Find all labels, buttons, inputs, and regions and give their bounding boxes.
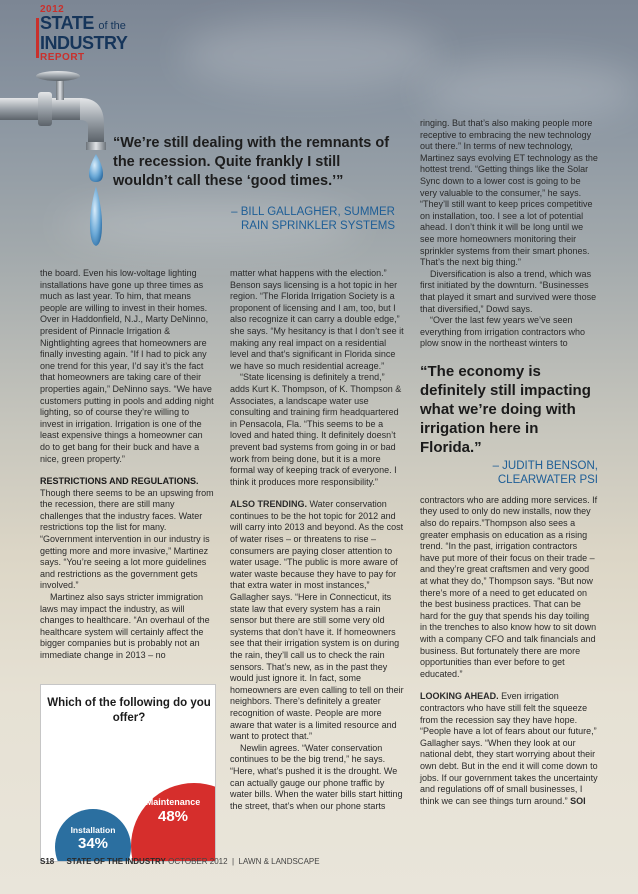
pull-quote-attribution-company: RAIN SPRINKLER SYSTEMS	[240, 220, 395, 232]
page-footer: S18 STATE OF THE INDUSTRY OCTOBER 2012 | LAWN & LANDSCAPE	[40, 857, 320, 866]
paragraph: Diversification is also a trend, which was first initiated by the downturn. “Businesses that played it smart and survived were those that diversified,” Dowd says.	[420, 268, 597, 314]
article-column-2	[230, 268, 406, 812]
footer-issue: OCTOBER 2012	[168, 857, 228, 866]
paragraph: contractors who are adding more services. If they used to only do new installs, now they also do repairs.”Thompson also sees a greater emphasis on education as a rising trend. “In the past, irrigation contractors have put more of their focus on their trade – and they’re great craftsmen and very good at what they do,” Thompson says. “But now there’s more of a need to get educated on the best business practices. That can be hard for the guy that spends his day toiling in the trenches to also know how to sit down with a company CFO and talk financials and business. But fortunately there are more opportunities than ever before to get educated.”	[420, 494, 598, 679]
faucet-handle	[36, 71, 80, 81]
sky-cloud	[420, 60, 638, 120]
paragraph: Though there seems to be an upswing from the recession, there are still many challenges that the industry faces. Water restrictions top the list for many. “Government intervention in our industry is getting more and more invasive,” Martinez says. “You’re seeing a lot more guidelines and restrictions as the government gets involved.”	[40, 487, 214, 591]
footer-magazine: LAWN & LANDSCAPE	[238, 857, 320, 866]
poll-box	[40, 684, 216, 862]
masthead-title-line1	[40, 15, 160, 35]
faucet-coupling	[38, 92, 52, 126]
maintenance-value: 48%	[157, 808, 189, 825]
paragraph-also-trending	[230, 499, 406, 742]
pull-quote-benson-attribution	[420, 459, 598, 487]
paragraph: Newlin agrees. “Water conservation continues to be the big trend,” he says. “Here, what’s pushed it is the drought. We can actually gauge our phone traffic by water bills. When the water bills start hitting the street, that’s when our phone starts	[230, 742, 403, 811]
installation-value: 34%	[77, 835, 109, 852]
faucet-stem	[56, 78, 64, 100]
masthead-state: STATE	[40, 13, 94, 33]
sky-cloud	[180, 20, 440, 90]
masthead	[40, 4, 160, 63]
section-heading-restrictions: RESTRICTIONS AND REGULATIONS.	[40, 476, 199, 487]
paragraph-looking-ahead	[420, 691, 598, 807]
paragraph: matter what happens with the election.” Benson says licensing is a hot topic in her region. “The Florida Irrigation Society is a proponent of licensing and I am, too, but I also recognize it can carry a double edge,” she says. “My hesitancy is that I don’t see it making any real impact on a residential level and that’s significant in Florida since we have so much residential acreage.”	[230, 268, 404, 371]
paragraph: “State licensing is definitely a trend,” adds Kurt K. Thompson, of K. Thompson & Associates, a landscape water use consulting and training firm headquartered in Pensacola, Fla. “This seems to be a loved and hated thing. It definitely doesn’t prevent bad systems from going in or bad work from being done, but it is a more formal way of keeping track of everyone. I think it produces more responsibility.”	[230, 372, 402, 487]
section-heading-looking-ahead: LOOKING AHEAD.	[420, 691, 499, 702]
masthead-industry: INDUSTRY	[40, 33, 128, 53]
paragraph: “Over the last few years we’ve seen everything from irrigation contractors who plow snow in the northeast winters to	[420, 315, 586, 349]
paragraph-text: Even irrigation contractors who have still felt the squeeze from the recession say they have hope. “People have a lot of fears about our future,” Gallagher says. “When they look at our national debt, they start worrying about their own debt. But in the end it will come down to jobs. If our government takes the uncertainty and regulations off of small businesses, I think we can see things turn around.”	[420, 691, 598, 806]
masthead-subtitle: REPORT	[40, 52, 85, 63]
maintenance-label: Maintenance	[145, 797, 201, 807]
paragraph: the board. Even his low-voltage lighting installations have gone up three times as much as last year. To him, that means people are willing to invest in their homes. Over in Haddonfield, N.J., Marty DeNinno, president of Pinnacle Irrigation & Nightlighting agrees that homeowners are finally investing again. “If I had to pick any one trend for this year, I’d say it’s the fact that homeowners are taking care of their properties again,” DeNinno says. “We have customers putting in pools and adding night lighting, so of course they’re willing to invest in irrigation. Irrigation is one of the least expensive things a homeowner can do to get bang for their buck and have a nice, green property.”	[40, 268, 214, 464]
paragraph: Martinez also says stricter immigration laws may impact the industry, as will changes to healthcare. “An overhaul of the healthcare system will certainly affect the bigger companies but is probably not an immediate change in 2013 – no	[40, 592, 210, 660]
paragraph: ringing. But that’s also making people more receptive to embracing the new technology out there.” In terms of new technology, Martinez says evolving ET technology as the hottest trend. “Getting things like the Solar Sync down to a lower cost is going to be very valuable to the consumer,” he says. “They’ll still want to keep prices competitive on installation, too. I see a lot of potential ahead. I don’t think it will be long until we see more homeowners monitoring their sprinkler systems from their smart phones. That’s the next big thing.”	[420, 118, 598, 268]
masthead-year: 2012	[40, 4, 65, 15]
faucet-body	[52, 98, 82, 120]
end-mark: SOI	[570, 795, 586, 806]
paragraph-text: Water conservation continues to be the hot topic for 2012 and will carry into 2013 and beyond. As the cost of water rises – or threatens to rise – consumers are paying closer attention to water usage. “The public is more aware of water waste because they have to pay for that extra water in most instances,” Gallagher says. “Here in Connecticut, its state law that every system has a rain sensor but there are still some very old systems that don’t have it. If homeowners see that their irrigation system is on during the rain, they’ll call us to check the rain sensors. That’s new, as in the past they would just ignore it. In fact, some homeowners are even calling to tell on their neighbors. There’s definitely a greater recognition of waste. People are more aware that water is a limited resource and want to protect that.”	[230, 499, 404, 742]
footer-section: STATE OF THE INDUSTRY	[66, 857, 166, 866]
article-column-1	[40, 268, 215, 662]
poll-question: Which of the following do you offer?	[47, 697, 211, 724]
pull-quote-attribution	[205, 205, 395, 233]
pull-quote-attribution-name: – BILL GALLAGHER, SUMMER	[231, 206, 395, 218]
installation-label: Installation	[70, 825, 116, 835]
faucet-nozzle	[86, 142, 106, 150]
faucet-spout	[80, 98, 104, 142]
pull-quote-benson-name: – JUDITH BENSON,	[492, 459, 598, 472]
section-heading-also-trending: ALSO TRENDING.	[230, 499, 308, 510]
masthead-of-the: of the	[98, 20, 126, 32]
pull-quote-benson: “The economy is definitely still impacting what we’re doing with irrigation here in Florida.”	[420, 362, 591, 456]
page-number: S18	[40, 857, 55, 866]
pull-quote: “We’re still dealing with the remnants of the recession. Quite frankly I still wouldn’t call these ‘good times.’”	[113, 135, 390, 189]
faucet-illustration	[0, 58, 110, 258]
article-column-3	[420, 118, 598, 807]
water-stream	[90, 186, 102, 246]
faucet-pipe	[0, 98, 42, 120]
water-drop	[89, 154, 103, 182]
pull-quote-benson-company: CLEARWATER PSI	[497, 473, 598, 486]
masthead-accent-bar	[36, 18, 39, 58]
